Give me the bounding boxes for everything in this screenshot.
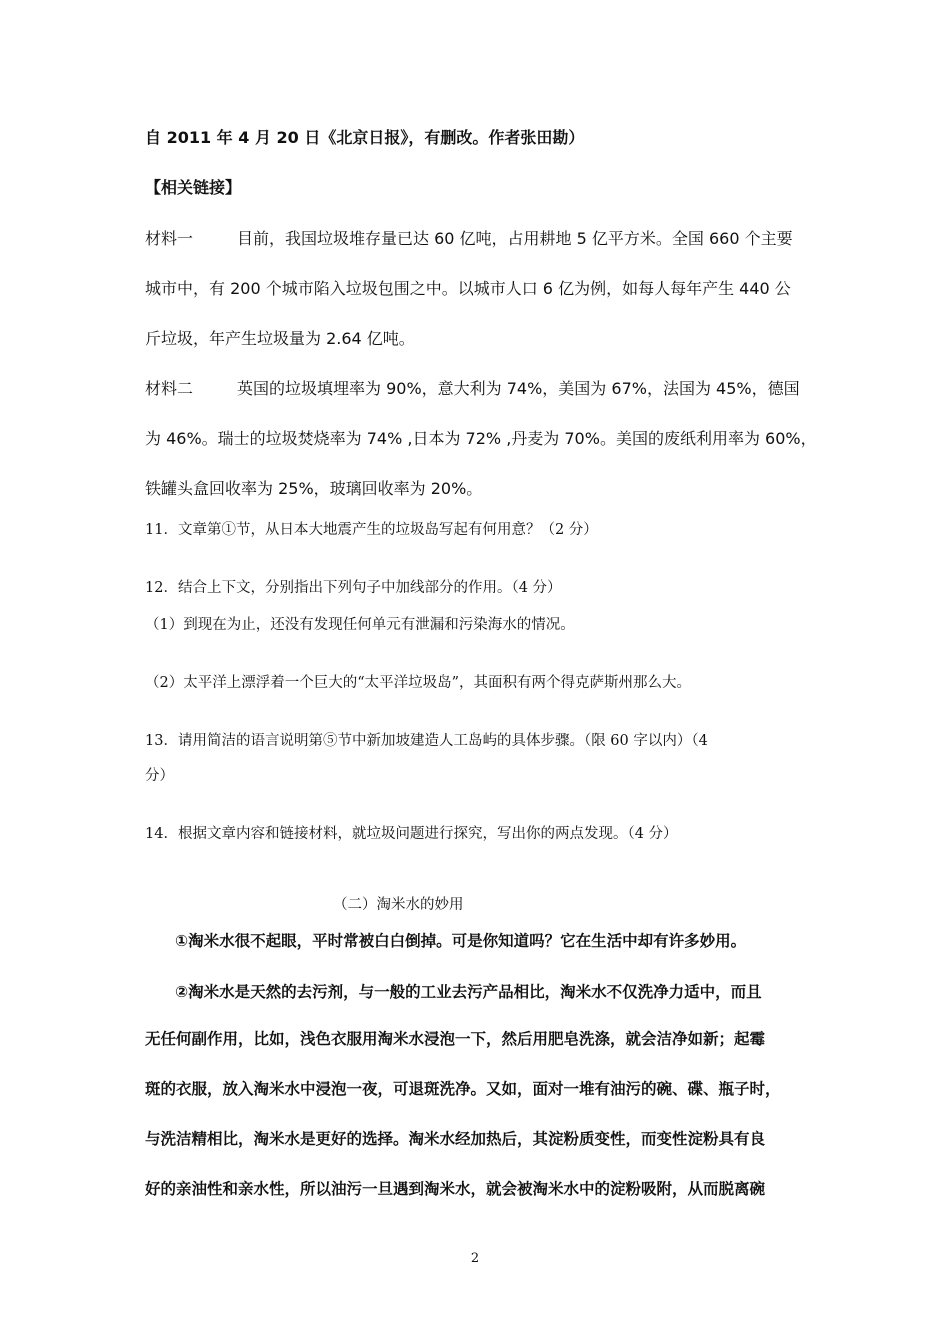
article-paragraph-2-line-5: 好的亲油性和亲水性，所以油污一旦遇到淘米水，就会被淘米水中的淀粉吸附，从而脱离碗 xyxy=(145,1180,766,1198)
question-12: 12．结合上下文，分别指出下列句子中加线部分的作用。（4 分） xyxy=(145,580,562,596)
material-one-label: 材料一 xyxy=(145,229,194,248)
page-number: 2 xyxy=(470,1251,480,1266)
question-14: 14．根据文章内容和链接材料，就垃圾问题进行探究，写出你的两点发现。（4 分） xyxy=(145,826,678,842)
article-paragraph-2-line-1: ②淘米水是天然的去污剂，与一般的工业去污产品相比，淘米水不仅洗净力适中，而且 xyxy=(175,983,762,1001)
question-13-line-2: 分） xyxy=(145,768,174,784)
question-12-sentence-2: （2）太平洋上漂浮着一个巨大的“太平洋垃圾岛”，其面积有两个得克萨斯州那么大。 xyxy=(145,675,692,691)
source-line: 自 2011 年 4 月 20 日《北京日报》，有删改。作者张田勘） xyxy=(145,128,585,147)
material-two-label: 材料二 xyxy=(145,379,194,398)
article-title: （二）淘米水的妙用 xyxy=(333,897,464,913)
material-one-line-3: 斤垃圾，年产生垃圾量为 2.64 亿吨。 xyxy=(145,329,415,348)
article-paragraph-2-line-4: 与洗洁精相比，淘米水是更好的选择。淘米水经加热后，其淀粉质变性，而变性淀粉具有良 xyxy=(145,1130,766,1148)
material-two-text: 英国的垃圾填埋率为 90%，意大利为 74%，美国为 67%，法国为 45%，德国 xyxy=(237,379,800,398)
material-one-line-1 xyxy=(145,228,793,250)
article-paragraph-2-line-2: 无任何副作用，比如，浅色衣服用淘米水浸泡一下，然后用肥皂洗涤，就会洁净如新；起霉 xyxy=(145,1030,766,1048)
related-links-heading: 【相关链接】 xyxy=(145,178,242,197)
material-two-line-2: 为 46%。瑞士的垃圾焚烧率为 74% ,日本为 72% ,丹麦为 70%。美国的废纸利用率为 60%， xyxy=(145,429,817,448)
material-one-line-2: 城市中，有 200 个城市陷入垃圾包围之中。以城市人口 6 亿为例，如每人每年产生 440 公 xyxy=(145,279,791,298)
question-11: 11．文章第①节，从日本大地震产生的垃圾岛写起有何用意？（2 分） xyxy=(145,522,598,538)
question-13-line-1: 13．请用简洁的语言说明第⑤节中新加坡建造人工岛屿的具体步骤。（限 60 字以内）（4 xyxy=(145,733,708,749)
question-12-sentence-1: （1）到现在为止，还没有发现任何单元有泄漏和污染海水的情况。 xyxy=(145,617,575,633)
article-paragraph-1: ①淘米水很不起眼，平时常被白白倒掉。可是你知道吗？它在生活中却有许多妙用。 xyxy=(175,932,747,950)
material-two-line-1 xyxy=(145,378,800,400)
material-two-line-3: 铁罐头盒回收率为 25%，玻璃回收率为 20%。 xyxy=(145,479,483,498)
material-one-text: 目前，我国垃圾堆存量已达 60 亿吨，占用耕地 5 亿平方米。全国 660 个主要 xyxy=(237,229,793,248)
article-paragraph-2-line-3: 斑的衣服，放入淘米水中浸泡一夜，可退斑洗净。又如，面对一堆有油污的碗、碟、瓶子时， xyxy=(145,1080,781,1098)
